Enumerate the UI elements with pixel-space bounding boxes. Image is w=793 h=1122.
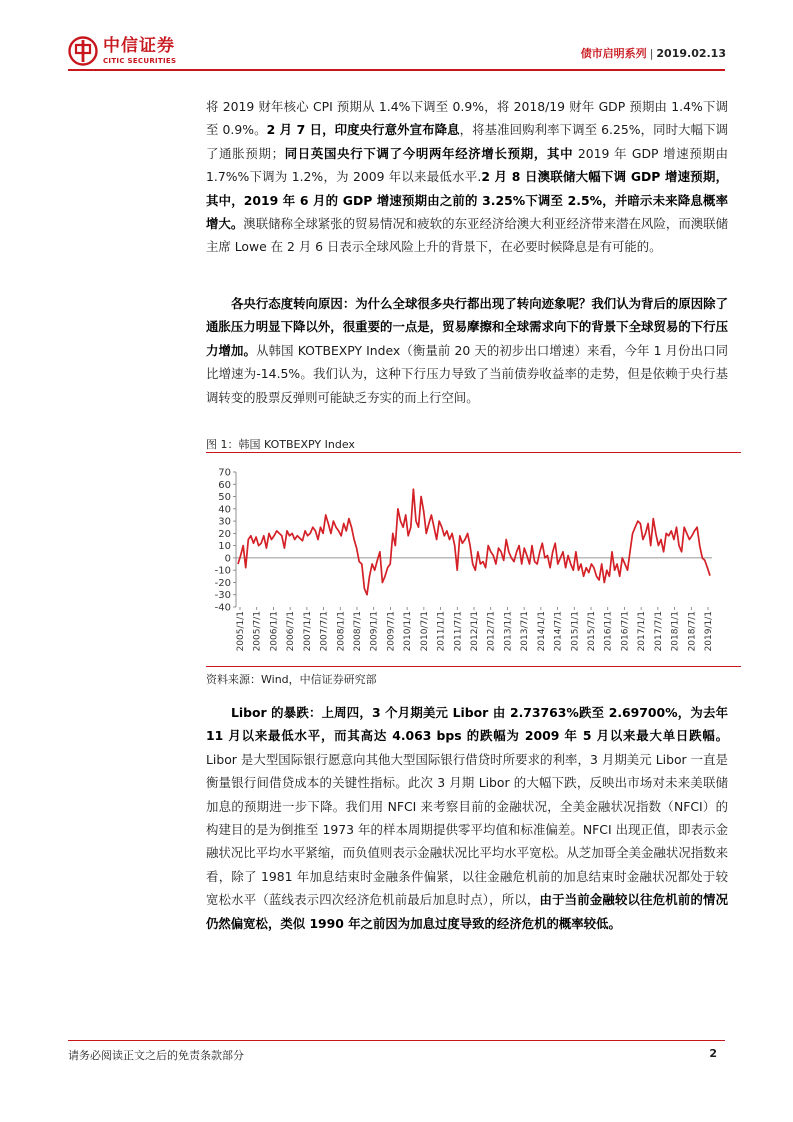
text-span: 2019 年 GDP 增速预期由 1.7%%下调为 1.2%，为 2009 年以来最低水平. [206,145,729,185]
x-tick-label: 2014/1/1 [536,611,547,652]
x-tick-label: 2006/1/1 [269,611,280,652]
bold-text: 2 月 7 日，印度央行意外宣布降息 [266,122,460,138]
paragraph-policy-shift-reasons [206,292,728,409]
x-tick-label: 2016/1/1 [603,611,614,652]
header-rule [68,69,725,71]
x-tick-label: 2009/1/1 [369,611,380,652]
x-tick-label: 2019/1/1 [704,611,714,652]
logo-name-cn: 中信证券 [103,35,175,56]
bold-text: 各央行态度转向原因：为什么全球很多央行都出现了转向迹象呢？我们认为背后的原因除了通胀压力明显下降以外，很重要的一点是，贸易摩擦和全球需求向下的背景下全球贸易的下行压力增加。 [206,296,728,358]
y-tick-label: 60 [218,479,231,491]
x-tick-label: 2005/1/1 [236,611,246,652]
text-span: 从韩国 KOTBEXPY Index（衡量前 20 天的初步出口增速）来看，今年 1 月份出口同比增速为-14.5%。我们认为，这种下行压力导致了当前债券收益率的走势，但是依赖于央行基调转变的股票反弹则可能缺乏夯实的而上行空间。 [206,342,729,405]
paragraph-libor-drop [206,701,728,935]
bold-text: 同日英国央行下调了今明两年经济增长预期，其中 [283,145,574,161]
footer-rule [68,1040,725,1041]
x-tick-label: 2008/1/1 [336,611,347,652]
x-tick-label: 2017/1/1 [637,611,648,652]
y-tick-label: 70 [218,467,231,479]
y-tick-label: 30 [218,516,231,528]
x-tick-label: 2006/7/1 [286,611,297,652]
text-span: Libor 是大型国际银行愿意向其他大型国际银行借贷时所要求的利率，3 月期美元 Libor 一直是衡量银行间借贷成本的关键性指标。此次 3 月期 Libor 的大幅下跌，反映出市场对未来美联储加息的预期进一步下降。我们用 NFCI 来考察目前的金融状况，全美金融状况指数（NFCI）的构建目的是为倒推至 1973 年的样本周期提供零平均值和标准偏差。NFCI 出现正值，即表示金融状况比平均水平紧缩，而负值则表示金融状况比平均水平宽松。从芝加哥全美金融状况指数来看，除了 1981 年加息结束时金融条件偏紧，以往金融危机前的加息结束时金融状况都处于较宽松水平（蓝线表示四次经济危机前最后加息时点），所以， [206,751,728,908]
text-span: ，将基准回购利率下调至 6.25%，同时大幅下调了通胀预期； [206,122,728,161]
y-tick-label: -10 [214,565,231,577]
x-tick-label: 2007/7/1 [319,611,330,652]
y-tick-label: -40 [214,602,231,614]
bold-text: Libor 的暴跌：上周四，3 个月期美元 Libor 由 2.73763%跌至 2.69700%，为去年 11 月以来最低水平，而其高达 4.063 bps 的跌幅为 2009 年 5 月以来最大单日跌幅。 [206,705,728,744]
x-tick-label: 2013/1/1 [503,611,514,652]
x-tick-label: 2011/1/1 [436,611,447,652]
x-tick-label: 2013/7/1 [520,611,531,652]
x-tick-label: 2014/7/1 [553,611,564,652]
logo-name-en: CITIC SECURITIES [103,56,177,65]
bold-text: 由于当前金融较以往危机前的情况仍然偏宽松，类似 1990 年之前因为加息过度导致的经济危机的概率较低。 [206,892,729,931]
y-tick-label: -30 [214,590,231,602]
figure-rule-top [206,452,741,453]
x-tick-label: 2015/1/1 [570,611,581,652]
y-tick-label: 50 [218,492,231,504]
citic-logo-icon [68,36,98,66]
x-tick-label: 2010/7/1 [419,611,430,652]
y-tick-label: 0 [224,553,231,565]
x-tick-label: 2017/7/1 [653,611,664,652]
kotbexpy-series-line [238,489,710,595]
text-span: 澳联储称全球紧张的贸易情况和疲软的东亚经济给澳大利亚经济带来潜在风险，而澳联储主席 Lowe 在 2 月 6 日表示全球风险上升的背景下，在必要时候降息是有可能的。 [206,216,729,255]
x-tick-label: 2015/7/1 [587,611,597,652]
header-separator: | [649,47,654,60]
report-date: 2019.02.13 [656,47,726,60]
x-tick-label: 2010/1/1 [403,611,414,652]
figure-rule-bottom [206,666,741,667]
figure-title: 图 1：韩国 KOTBEXPY Index [206,438,355,451]
x-tick-label: 2018/1/1 [670,611,681,652]
x-tick-label: 2012/7/1 [486,611,497,652]
page-number: 2 [709,1047,717,1060]
report-series: 债市启明系列 [580,47,647,60]
paragraph-central-bank-forecasts [206,95,728,259]
x-tick-label: 2018/7/1 [687,611,698,652]
kotbexpy-line-chart [206,455,741,665]
logo-text [103,35,177,65]
y-tick-label: 20 [218,528,231,540]
y-tick-label: -20 [214,577,231,589]
x-tick-label: 2005/7/1 [252,611,263,652]
footer-disclaimer: 请务必阅读正文之后的免责条款部分 [68,1049,244,1062]
x-tick-label: 2007/1/1 [302,611,313,652]
x-tick-label: 2011/7/1 [453,611,464,652]
y-tick-label: 10 [218,541,231,553]
figure-source: 资料来源：Wind，中信证券研究部 [206,673,377,686]
bold-text: 2 月 8 日澳联储大幅下调 GDP 增速预期，其中，2019 年 6 月的 GDP 增速预期由之前的 3.25%下调至 2.5%，并暗示未来降息概率增大。 [206,169,728,232]
y-tick-label: 40 [218,504,231,516]
x-tick-label: 2008/7/1 [353,611,363,652]
x-tick-label: 2016/7/1 [620,611,631,652]
text-span: 将 2019 财年核心 CPI 预期从 1.4%下调至 0.9%，将 2018/19 财年 GDP 预期由 1.4%下调至 0.9%。 [206,99,728,138]
report-header [581,45,726,61]
company-logo [68,36,176,66]
x-tick-label: 2012/1/1 [470,611,480,652]
x-tick-label: 2009/7/1 [386,611,397,652]
